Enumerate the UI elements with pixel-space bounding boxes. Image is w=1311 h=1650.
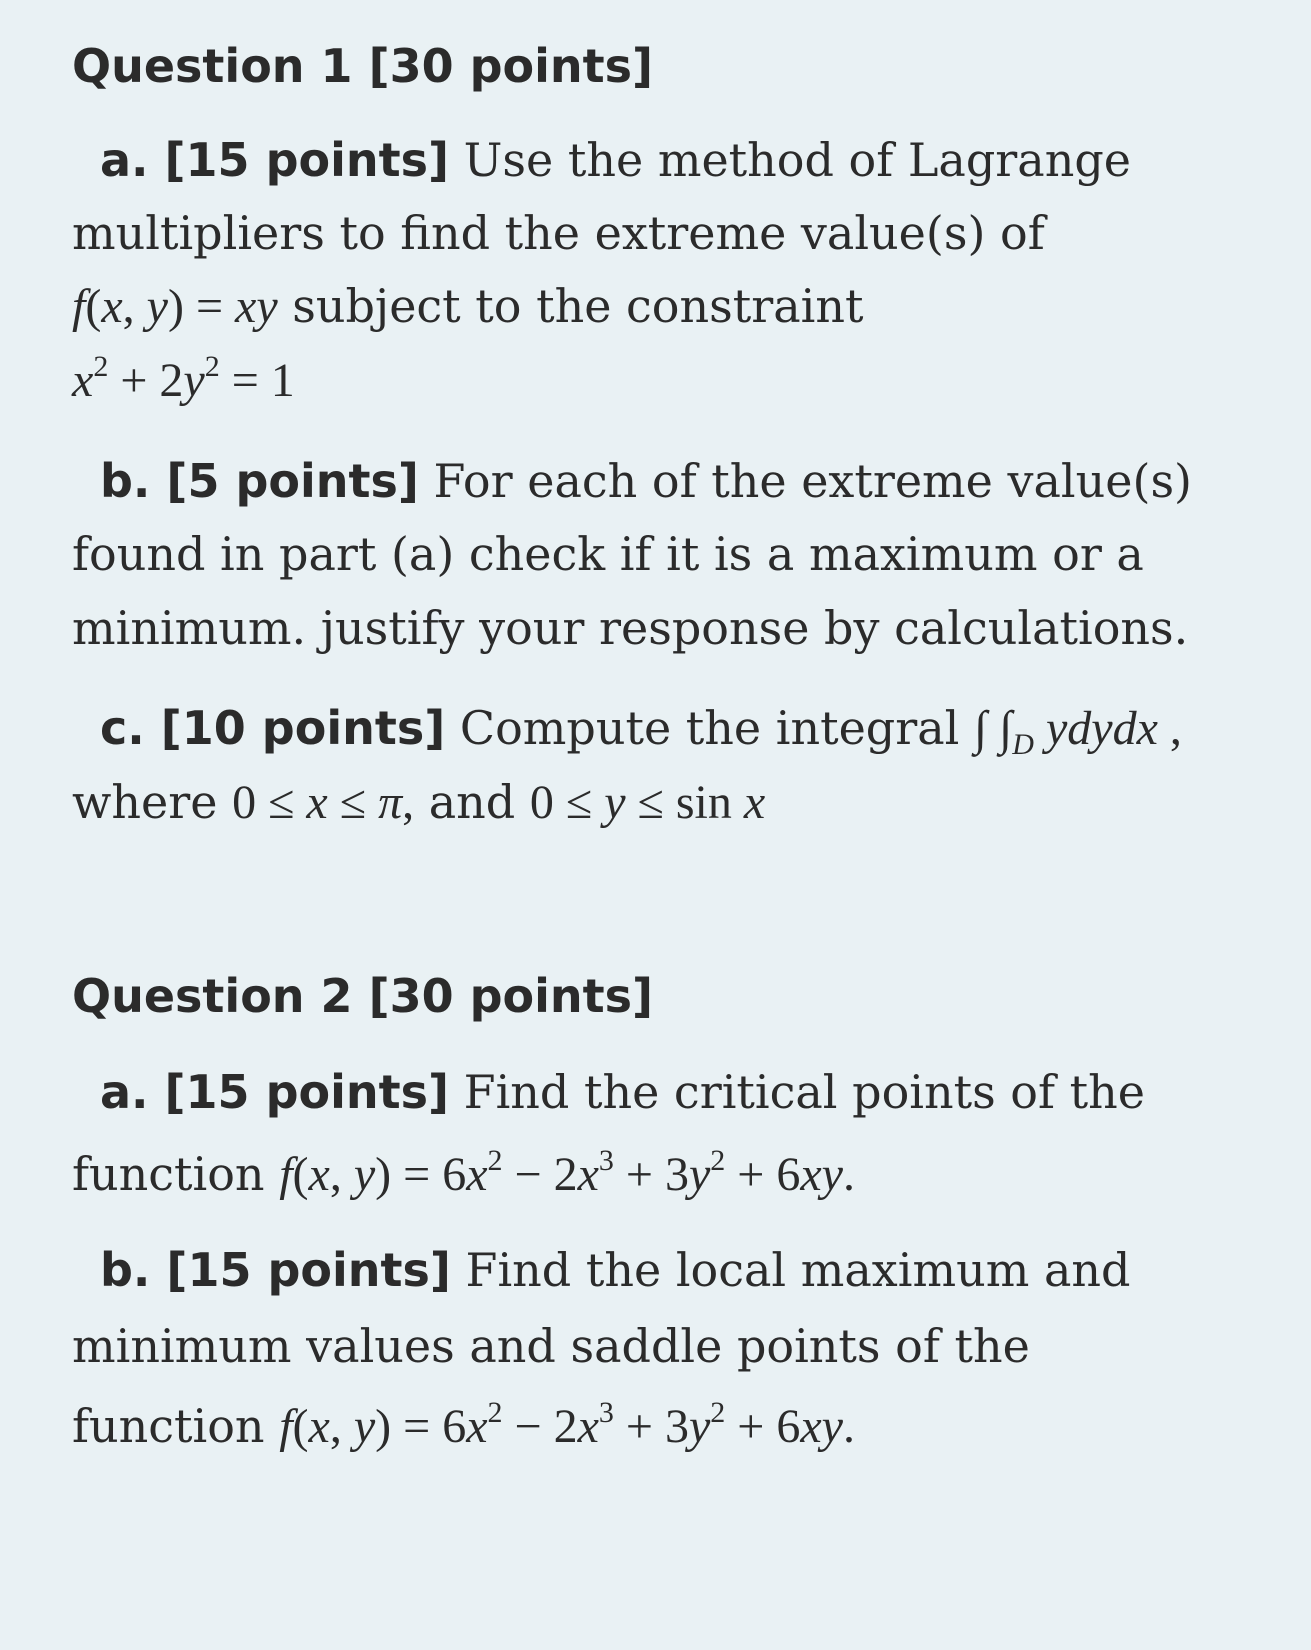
q2-part-a-function-word: function	[72, 1147, 265, 1201]
q1-part-a-text-3: subject to the constraint	[292, 279, 864, 333]
q2-part-a-function-expression: f(x, $y) = 6x^2 - 2x^3 + 3y^2 + 6xy$.	[279, 1144, 855, 1201]
q2-part-a-text-1: Find the critical points of the	[463, 1065, 1145, 1119]
q1-part-a-text-1: Use the method of Lagrange	[463, 133, 1132, 187]
question-2-heading: Question 2 [30 points]	[72, 969, 654, 1023]
q1-integral-expression: ∫ $\int_D$ ydydx ,	[974, 702, 1182, 761]
q1-x-range: 0 ≤ x ≤ π,	[232, 776, 415, 829]
q1-part-a-line-2: multipliers to find the extreme value(s) of	[72, 206, 1045, 260]
q1-part-c-line-2	[72, 774, 765, 831]
q1-part-b-line-1	[100, 453, 1192, 509]
q2-part-a-line-2	[72, 1146, 855, 1203]
q2-part-a-line-1	[100, 1064, 1145, 1120]
q2-part-b-function-expression: f(x, $y) = 6x^2 - 2x^3 + 3y^2 + 6xy$.	[279, 1396, 855, 1453]
q1-part-b-line-3: minimum. justify your response by calculations.	[72, 601, 1189, 655]
q2-part-b-label: b. [15 points]	[100, 1243, 451, 1297]
q2-part-b-line-3	[72, 1398, 855, 1455]
q1-part-b-label: b. [5 points]	[100, 454, 419, 508]
q2-part-a-label: a. [15 points]	[100, 1065, 450, 1119]
q1-part-c-label: c. [10 points]	[100, 701, 446, 755]
q1-part-b-line-2: found in part (a) check if it is a maximum or a	[72, 527, 1144, 581]
q2-part-b-text-1: Find the local maximum and	[465, 1243, 1131, 1297]
q2-part-b-line-2: minimum values and saddle points of the	[72, 1319, 1030, 1373]
q1-part-a-label: a. [15 points]	[100, 133, 450, 187]
q2-part-b-function-word: function	[72, 1399, 265, 1453]
q1-part-c-where: where	[72, 775, 218, 829]
q1-part-a-line-1	[100, 132, 1131, 188]
q1-function-expression: f(x, y) = xy	[72, 280, 278, 333]
q1-constraint-expression: $x^2 + 2y^2 = 1$	[72, 350, 295, 407]
q2-part-b-line-1	[100, 1242, 1130, 1298]
q1-part-c-and: and	[428, 775, 516, 829]
question-1-heading: Question 1 [30 points]	[72, 39, 654, 93]
q1-part-c-line-1	[100, 700, 1182, 761]
q1-part-b-text-1: For each of the extreme value(s)	[433, 454, 1192, 508]
q1-part-c-text-1: Compute the integral	[459, 701, 960, 755]
q1-part-a-line-3	[72, 278, 863, 335]
q1-y-range: 0 ≤ y ≤ sin x	[529, 776, 766, 829]
